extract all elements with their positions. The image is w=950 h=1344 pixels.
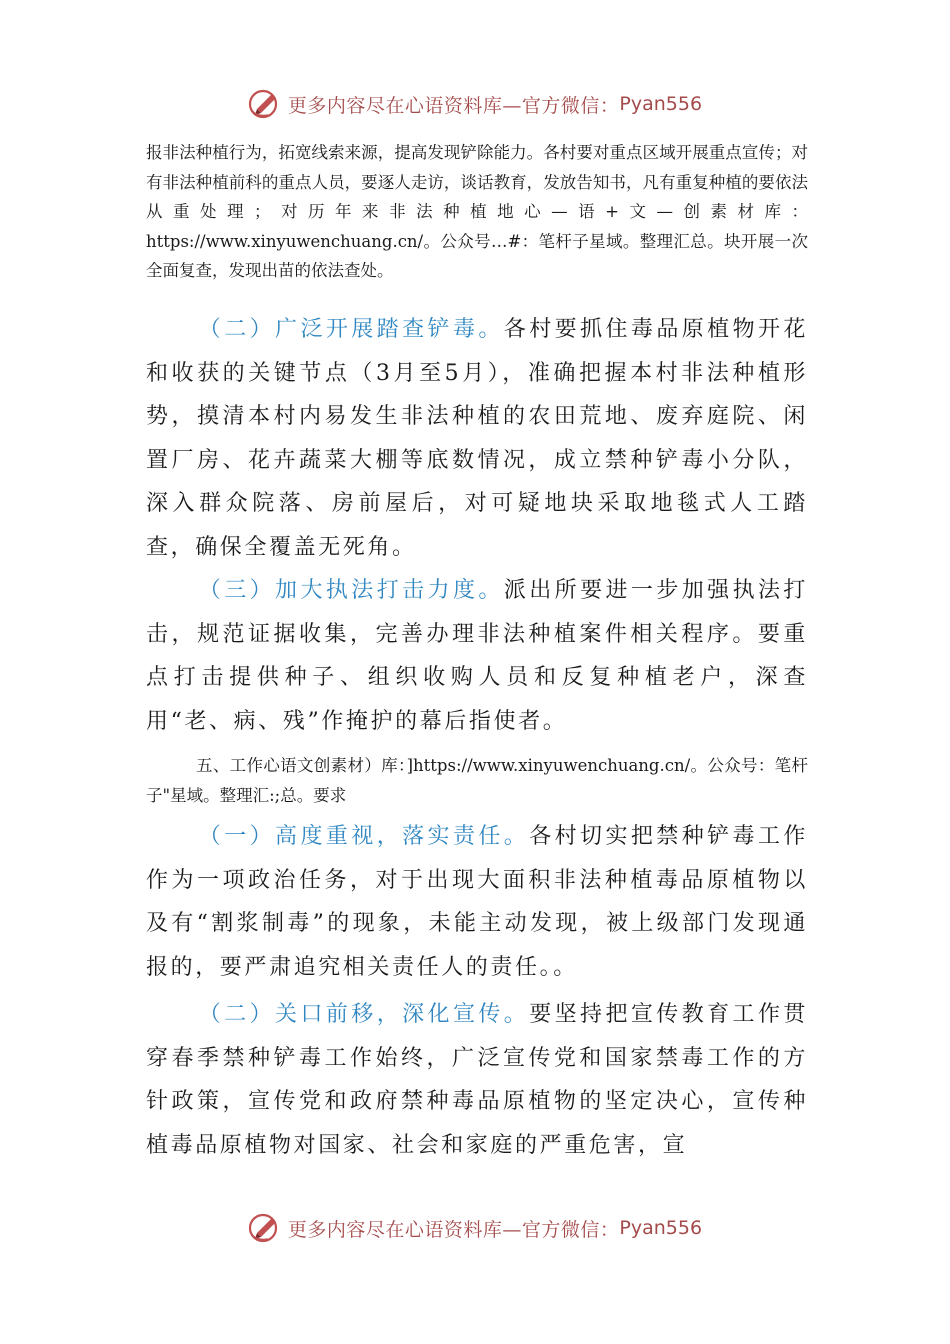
section-heading-3: （三）加大执法打击力度。 bbox=[198, 578, 504, 603]
pen-logo-icon bbox=[248, 87, 282, 121]
body-section-2 bbox=[146, 815, 808, 1167]
banner-wechat-id: Pyan556 bbox=[619, 1217, 703, 1239]
section-body-3: 派出所要进一步加强执法打击，规范证据收集，完善办理非法种植案件相关程序。要重点打击提供种子、组织收购人员和反复种植老户，深查用“老、病、残”作掩护的幕后指使者。 bbox=[146, 578, 809, 734]
banner-text: 更多内容尽在心语资料库—官方微信： bbox=[287, 94, 620, 117]
banner-wechat-id: Pyan556 bbox=[619, 93, 703, 115]
paragraph-search-eradicate bbox=[146, 308, 808, 569]
pen-logo-icon bbox=[248, 1211, 282, 1245]
section-heading-2b: （二）关口前移，深化宣传。 bbox=[198, 1002, 530, 1027]
section-heading-2: （二）广泛开展踏查铲毒。 bbox=[198, 317, 504, 342]
paragraph-law-enforcement bbox=[146, 569, 808, 743]
banner-text: 更多内容尽在心语资料库—官方微信： bbox=[287, 1218, 620, 1241]
section-heading-1: （一）高度重视，落实责任。 bbox=[198, 824, 530, 849]
chapter-heading-5: 五、工作心语文创素材）库：]https://www.xinyuwenchuang.cn/。公众号：笔杆子"星域。整理汇:;总。要求 bbox=[146, 756, 808, 805]
section-body-1: 各村切实把禁种铲毒工作作为一项政治任务，对于出现大面积非法种植毒品原植物以及有“割浆制毒”的现象，未能主动发现，被上级部门发现通报的，要严肃追究相关责任人的责任。。 bbox=[146, 824, 808, 980]
footer-banner bbox=[0, 1208, 950, 1248]
section-body-2b: 要坚持把宣传教育工作贯穿春季禁种铲毒工作始终，广泛宣传党和国家禁毒工作的方针政策，宣传党和政府禁种毒品原植物的坚定决心，宣传种植毒品原植物对国家、社会和家庭的严重危害，宣 bbox=[146, 1002, 808, 1158]
paragraph-responsibility bbox=[146, 815, 808, 989]
paragraph-publicity bbox=[146, 993, 808, 1167]
header-banner bbox=[0, 84, 950, 124]
body-section-1 bbox=[146, 308, 808, 743]
body-text-small-top bbox=[146, 138, 808, 286]
section-body-2: 各村要抓住毒品原植物开花和收获的关键节点（3月至5月），准确把握本村非法种植形势，摸清本村内易发生非法种植的农田荒地、废弃庭院、闲置厂房、花卉蔬菜大棚等底数情况，成立禁种铲毒小分队，深入群众院落、房前屋后，对可疑地块采取地毯式人工踏查，确保全覆盖无死角。 bbox=[146, 317, 809, 560]
paragraph-continuation: 报非法种植行为，拓宽线索来源，提高发现铲除能力。各村要对重点区域开展重点宣传；对有非法种植前科的重点人员，要逐人走访，谈话教育，发放告知书，凡有重复种植的要依法从重处理；对历年来非法种植地心—语+文—创素材库：https://www.xinyuwenchuang.cn/。公众号…#：笔杆子星域。整理汇总。块开展一次全面复查，发现出苗的依法查处。 bbox=[146, 143, 808, 280]
body-text-small-mid bbox=[146, 751, 808, 810]
